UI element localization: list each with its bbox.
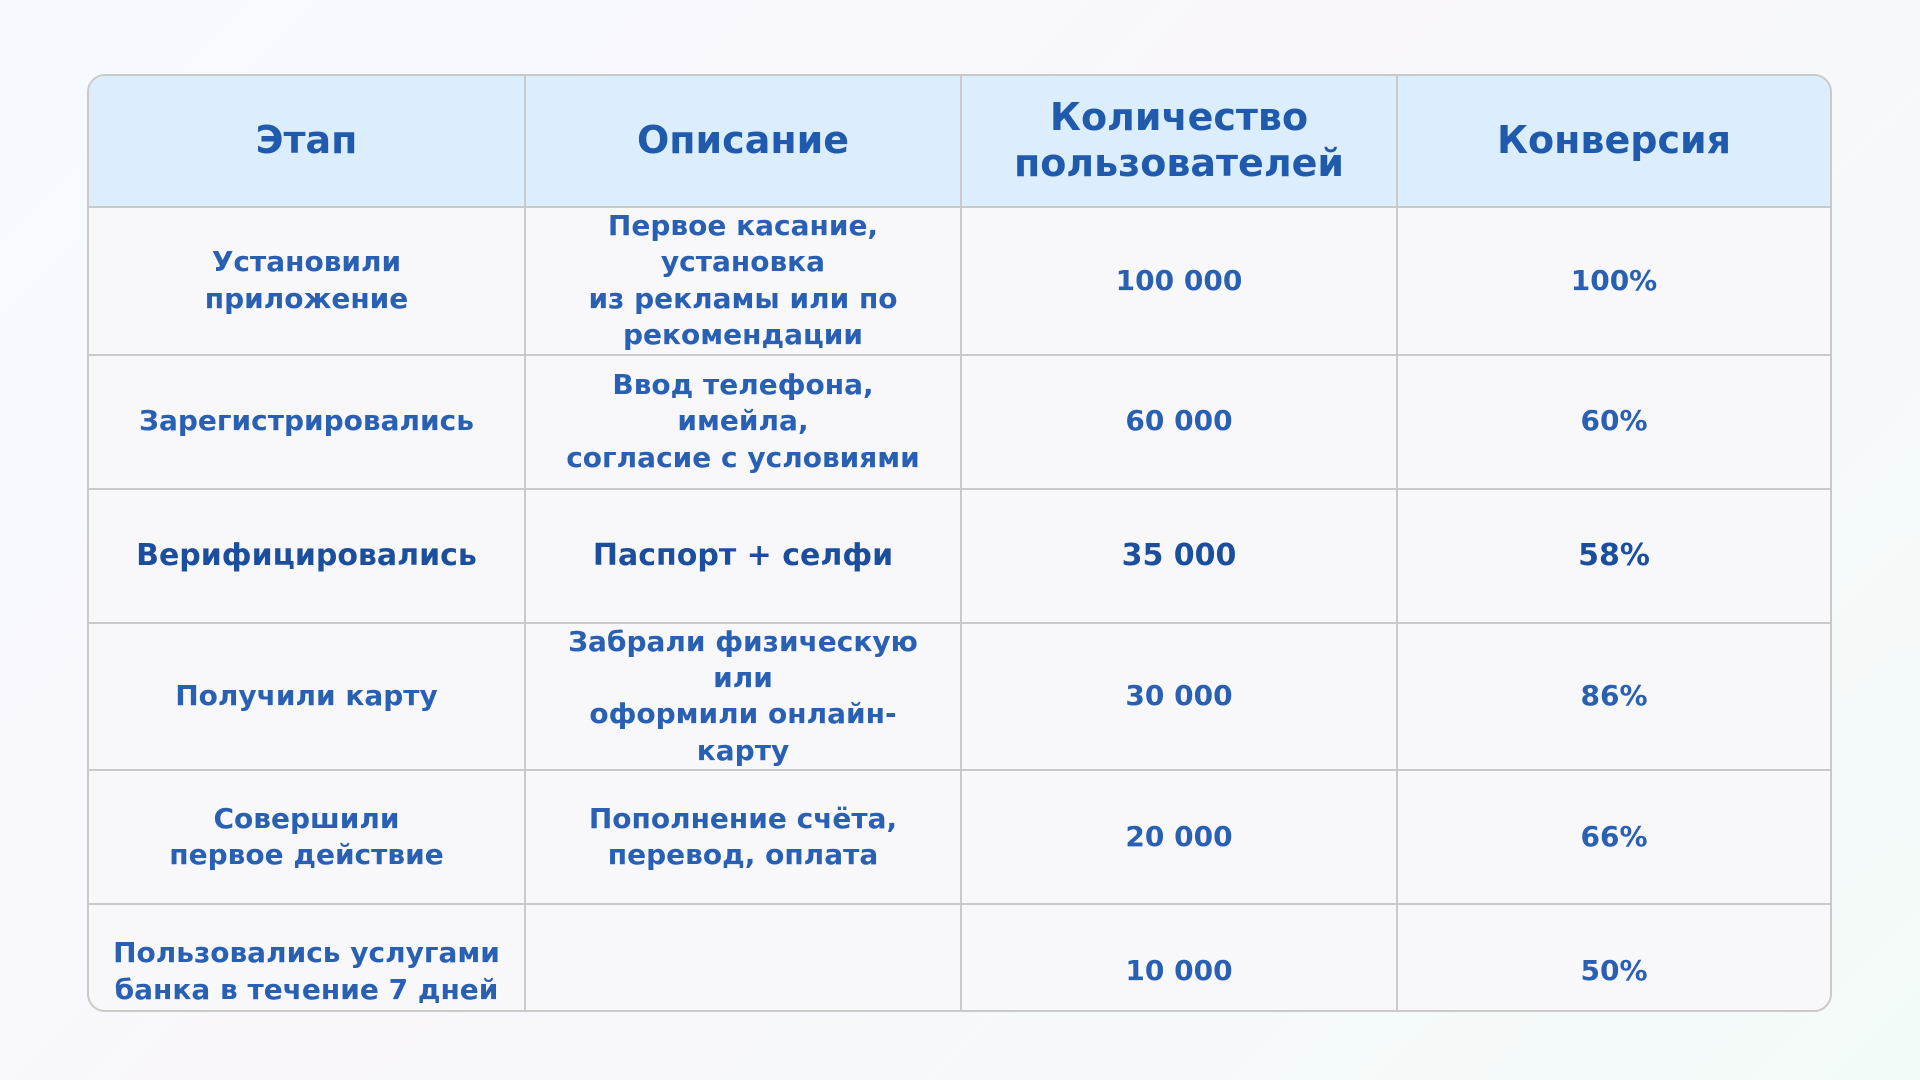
description-cell [525, 904, 961, 1012]
column-header-conversion: Конверсия [1397, 76, 1830, 207]
conversion-cell: 58% [1397, 489, 1830, 623]
funnel-table-container [87, 74, 1832, 1012]
description-cell: Первое касание, установка из рекламы или по рекомендации [525, 207, 961, 355]
table-header [89, 76, 1830, 207]
users-cell: 20 000 [961, 770, 1397, 904]
users-cell: 30 000 [961, 623, 1397, 771]
users-cell: 100 000 [961, 207, 1397, 355]
table-row [89, 770, 1830, 904]
table-row [89, 623, 1830, 771]
stage-cell: Пользовались услугами банка в течение 7 дней [89, 904, 525, 1012]
conversion-cell: 60% [1397, 355, 1830, 489]
users-cell: 35 000 [961, 489, 1397, 623]
stage-cell: Совершили первое действие [89, 770, 525, 904]
funnel-table [89, 76, 1830, 1012]
conversion-cell: 86% [1397, 623, 1830, 771]
stage-cell: Зарегистрировались [89, 355, 525, 489]
conversion-cell: 66% [1397, 770, 1830, 904]
column-header-description: Описание [525, 76, 961, 207]
description-cell: Забрали физическую или оформили онлайн-карту [525, 623, 961, 771]
table-row [89, 207, 1830, 355]
conversion-cell: 50% [1580, 954, 1648, 988]
stage-cell: Установили приложение [89, 207, 525, 355]
table-row [89, 904, 1830, 1012]
users-cell: 60 000 [961, 355, 1397, 489]
stage-cell: Верифицировались [89, 489, 525, 623]
description-cell: Паспорт + селфи [525, 489, 961, 623]
header-row [89, 76, 1830, 207]
table-row [89, 355, 1830, 489]
description-cell: Пополнение счёта, перевод, оплата [525, 770, 961, 904]
table-row-highlighted [89, 489, 1830, 623]
users-cell: 10 000 [961, 904, 1397, 1012]
column-header-users: Количество пользователей [961, 76, 1397, 207]
description-cell: Ввод телефона, имейла, согласие с условиями [525, 355, 961, 489]
conversion-cell: 100% [1397, 207, 1830, 355]
stage-cell: Получили карту [89, 623, 525, 771]
table-body [89, 207, 1830, 1012]
column-header-stage: Этап [89, 76, 525, 207]
